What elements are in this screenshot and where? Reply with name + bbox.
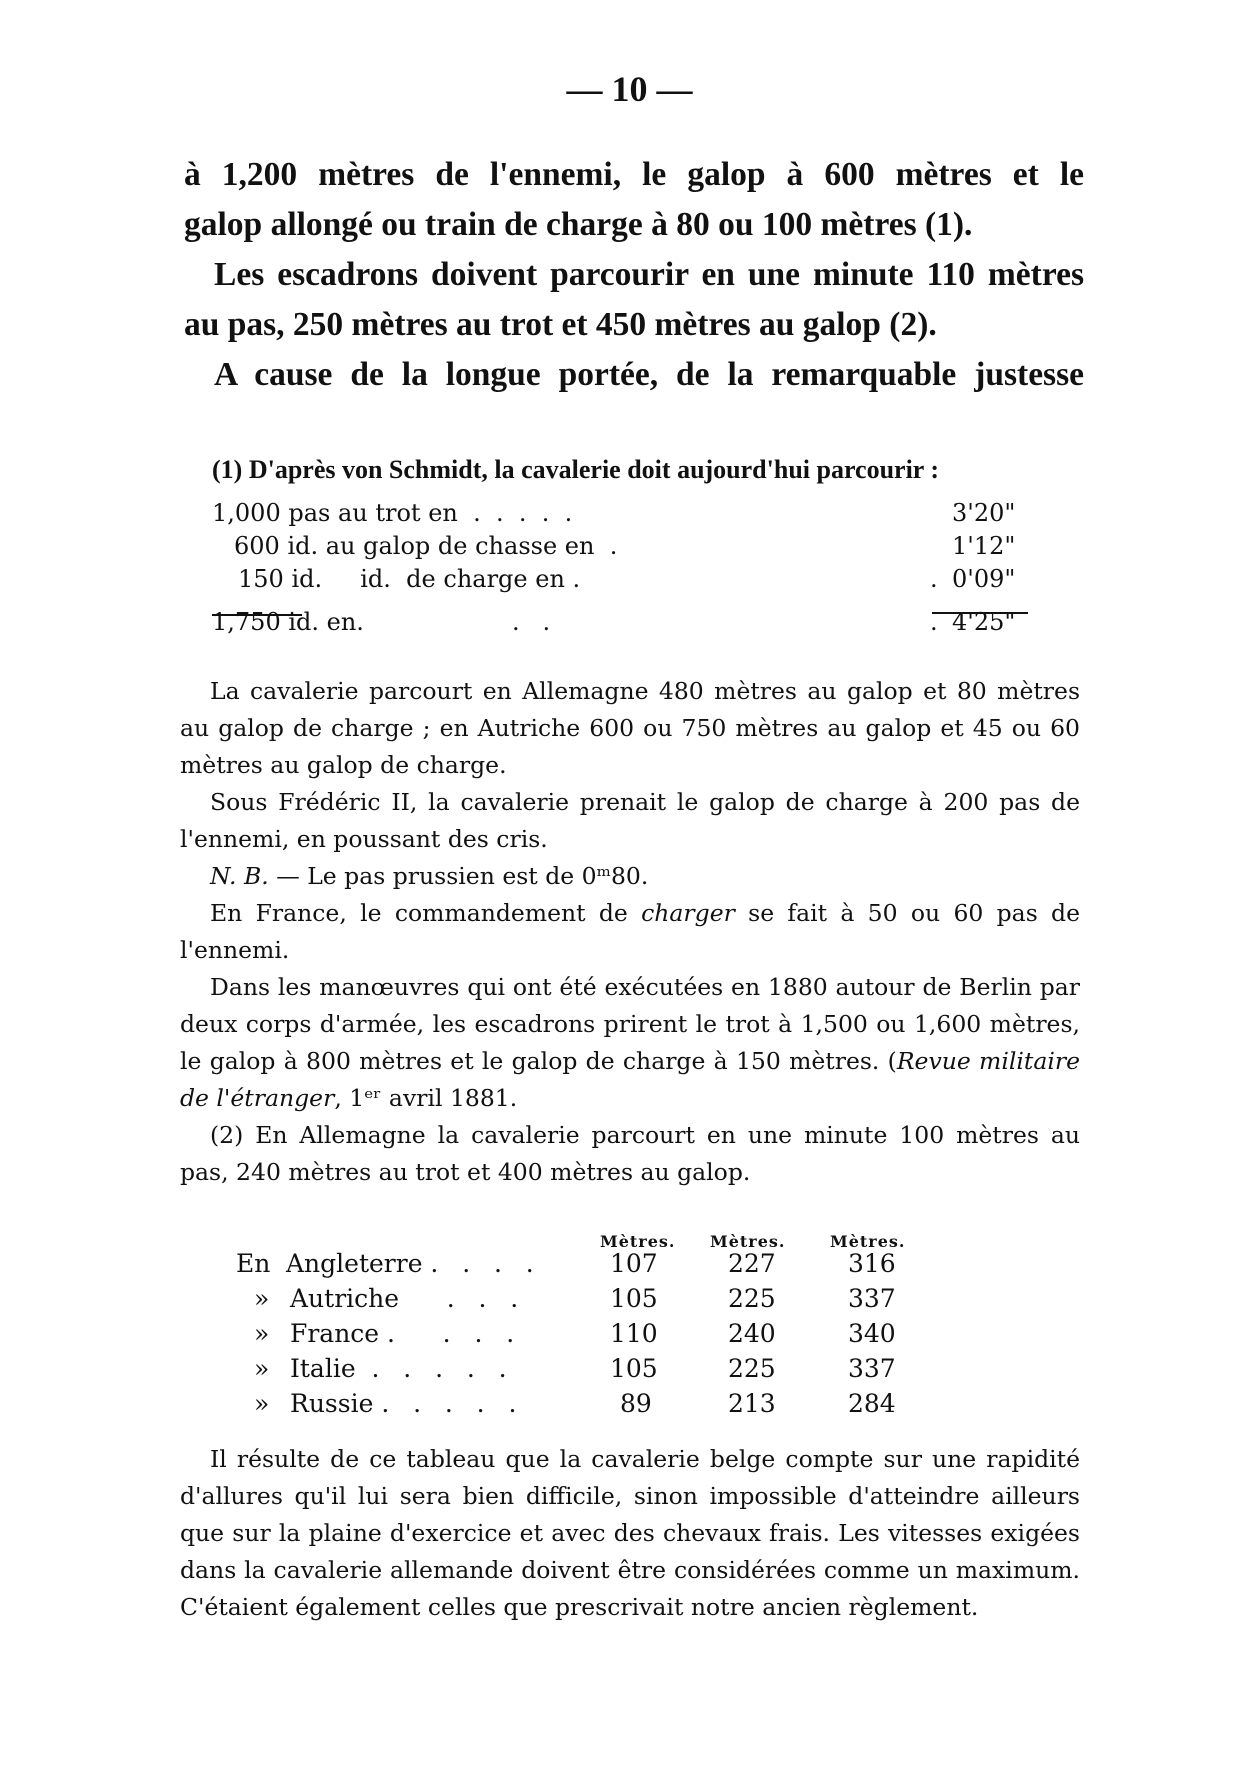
row-prefix: » xyxy=(254,1319,270,1348)
main-line-2: galop allongé ou train de charge à 80 ou 100 mètres (1). xyxy=(184,206,973,243)
note-paragraph: La cavalerie parcourt en Allemagne 480 mètres au galop et 80 mètres au galop de charge ; en Autriche 600 ou 750 mètres au galop et 45 ou 60 mètres au galop de charge. xyxy=(180,677,1080,779)
table-row xyxy=(180,1245,1080,1277)
value: 105 xyxy=(610,1284,658,1313)
text-span: En France, le commandement de xyxy=(210,899,642,927)
footnote-1-text xyxy=(180,673,1080,1191)
value: 284 xyxy=(848,1389,896,1418)
calc-dots: . . xyxy=(512,608,551,636)
value: 240 xyxy=(728,1319,776,1348)
row-prefix: En xyxy=(236,1249,271,1278)
speed-table xyxy=(180,1223,1080,1428)
country: Russie . . . . . xyxy=(290,1389,517,1418)
value: 337 xyxy=(848,1284,896,1313)
value: 227 xyxy=(728,1249,776,1278)
calc-time: 3'20" xyxy=(952,499,1016,527)
country: Italie . . . . . xyxy=(290,1354,507,1383)
note-paragraph xyxy=(180,858,1080,895)
main-line-3: Les escadrons doivent parcourir en une minute 110 mètres xyxy=(214,256,1084,293)
value: 110 xyxy=(610,1319,658,1348)
main-text xyxy=(184,150,1084,400)
calc-time: 4'25" xyxy=(952,608,1016,636)
main-line-4: au pas, 250 mètres au trot et 450 mètres au galop (2). xyxy=(184,306,937,343)
column-header: Mètres. xyxy=(600,1232,676,1251)
calc-dot: . xyxy=(930,565,938,593)
calc-label: 1,750 id. en. xyxy=(212,608,364,636)
value: 105 xyxy=(610,1354,658,1383)
calc-time: 1'12" xyxy=(952,532,1016,560)
value: 213 xyxy=(728,1389,776,1418)
main-line-5: A cause de la longue portée, de la remarquable justesse xyxy=(214,356,1084,393)
column-header: Mètres. xyxy=(710,1232,786,1251)
country: France . . . . xyxy=(290,1319,515,1348)
column-header: Mètres. xyxy=(830,1232,906,1251)
note-paragraph xyxy=(180,969,1080,1117)
calc-row-total xyxy=(212,604,1032,640)
country: Angleterre . . . . xyxy=(286,1249,534,1278)
pace-calculation xyxy=(212,495,1032,645)
main-line-1: à 1,200 mètres de l'ennemi, le galop à 600 mètres et le xyxy=(184,156,1084,193)
footnote-1-intro: (1) D'après von Schmidt, la cavalerie doit aujourd'hui parcourir : xyxy=(212,455,940,484)
citation-title: Revue militaire de l'étranger xyxy=(180,1047,1080,1112)
calc-label: 1,000 pas au trot en . . . . . xyxy=(212,499,573,527)
note-paragraph xyxy=(180,895,1080,969)
nb-text: — Le pas prussien est de 0ᵐ80. xyxy=(268,862,649,890)
text-span: se fait à 50 ou 60 pas de l'ennemi. xyxy=(180,899,1080,964)
table-row xyxy=(180,1280,1080,1312)
table-row xyxy=(180,1350,1080,1382)
value: 107 xyxy=(610,1249,658,1278)
footnote-2-conclusion xyxy=(180,1441,1080,1626)
calc-row xyxy=(212,495,1032,531)
value: 337 xyxy=(848,1354,896,1383)
note-paragraph: Sous Frédéric II, la cavalerie prenait le galop de charge à 200 pas de l'ennemi, en poussant des cris. xyxy=(180,788,1080,853)
calc-time: 0'09" xyxy=(952,565,1016,593)
calc-row xyxy=(212,528,1032,564)
row-prefix: » xyxy=(254,1389,270,1418)
footnote-2-intro: (2) En Allemagne la cavalerie parcourt en une minute 100 mètres au pas, 240 mètres au trot et 400 mètres au galop. xyxy=(180,1121,1080,1186)
emphasis: charger xyxy=(641,899,735,927)
value: 225 xyxy=(728,1284,776,1313)
nb-label: N. B. xyxy=(210,862,269,890)
country: Autriche . . . xyxy=(290,1284,519,1313)
text-span: Dans les manœuvres qui ont été exécutées en 1880 autour de Berlin par deux corps d'armée, les escadrons prirent le trot à 1,500 ou 1,600 mètres, le galop à 800 mètres et le galop de charge à 150 mètres. ( xyxy=(180,973,1080,1075)
value: 316 xyxy=(848,1249,896,1278)
calc-dot: . xyxy=(930,608,938,636)
row-prefix: » xyxy=(254,1354,270,1383)
value: 89 xyxy=(620,1389,652,1418)
calc-label: 150 id. id. de charge en . xyxy=(238,565,581,593)
note-paragraph: Il résulte de ce tableau que la cavalerie belge compte sur une rapidité d'allures qu'il lui sera bien difficile, sinon impossible d'atteindre ailleurs que sur la plaine d'exercice et avec des chevaux frais. Les vitesses exigées dans la cavalerie allemande doivent être considérées comme un maximum. C'étaient également celles que prescrivait notre ancien règlement. xyxy=(180,1445,1080,1621)
value: 225 xyxy=(728,1354,776,1383)
table-row xyxy=(180,1315,1080,1347)
table-row xyxy=(180,1385,1080,1417)
page-number: — 10 — xyxy=(566,69,693,109)
value: 340 xyxy=(848,1319,896,1348)
calc-label: 600 id. au galop de chasse en . xyxy=(234,532,618,560)
row-prefix: » xyxy=(254,1284,270,1313)
calc-row xyxy=(212,561,1032,597)
text-span: , 1ᵉʳ avril 1881. xyxy=(334,1084,518,1112)
